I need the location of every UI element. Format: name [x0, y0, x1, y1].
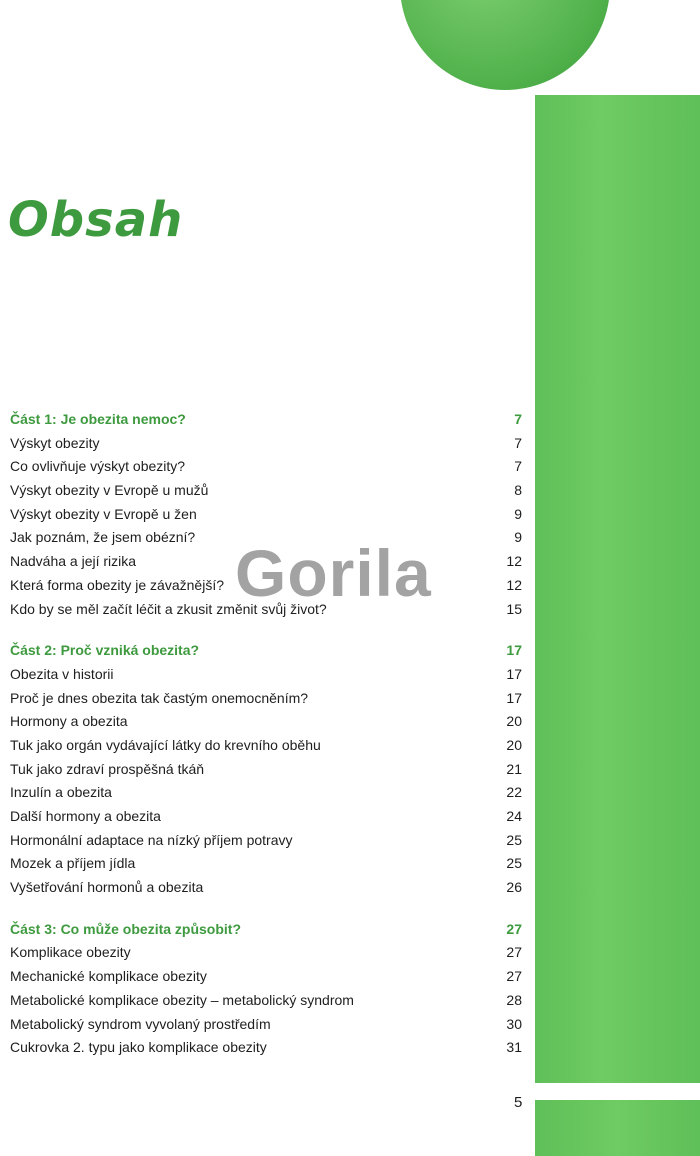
- toc-entry-label: Jak poznám, že jsem obézní?: [10, 529, 196, 546]
- decorative-green-band-bottom: [535, 1100, 700, 1156]
- watermark: Gorila: [235, 536, 432, 610]
- toc-entry-label: Metabolický syndrom vyvolaný prostředím: [10, 1015, 271, 1032]
- toc-entry[interactable]: [10, 852, 522, 876]
- toc-entry[interactable]: [10, 781, 522, 805]
- toc-entry-label: Výskyt obezity: [10, 434, 100, 451]
- toc-entry[interactable]: [10, 710, 522, 734]
- toc-entry[interactable]: [10, 805, 522, 829]
- toc-entry-label: Obezita v historii: [10, 665, 114, 682]
- toc-entry[interactable]: [10, 687, 522, 711]
- toc-entry-page: 21: [506, 760, 522, 777]
- toc-part-label: Část 2: Proč vzniká obezita?: [10, 642, 200, 659]
- toc-entry-label: Další hormony a obezita: [10, 808, 161, 824]
- page-number: 5: [514, 1094, 523, 1111]
- toc-entry-page: 17: [506, 665, 522, 682]
- toc-entry-page: 12: [506, 553, 522, 570]
- table-of-contents: [10, 408, 522, 1078]
- toc-entry[interactable]: [10, 1036, 522, 1060]
- toc-entry[interactable]: [10, 965, 522, 989]
- toc-entry-label: Proč je dnes obezita tak častým onemocněním?: [10, 689, 309, 706]
- toc-entry-page: 24: [506, 808, 522, 824]
- toc-entry-page: 20: [506, 736, 522, 753]
- toc-entry[interactable]: [10, 503, 522, 527]
- toc-entry-page: 30: [506, 1015, 522, 1032]
- toc-entry[interactable]: [10, 941, 522, 965]
- toc-entry-label: Kdo by se měl začít léčit a zkusit změnit svůj život?: [10, 600, 327, 617]
- toc-entry-page: 12: [506, 576, 522, 593]
- toc-section-2: [10, 639, 522, 900]
- toc-part-page: 17: [506, 642, 522, 659]
- toc-entry-label: Tuk jako zdraví prospěšná tkáň: [10, 760, 205, 777]
- toc-entry-label: Výskyt obezity v Evropě u žen: [10, 505, 197, 522]
- toc-entry[interactable]: [10, 479, 522, 503]
- toc-entry-page: 9: [514, 505, 522, 522]
- toc-entry-label: Hormonální adaptace na nízký příjem potravy: [10, 831, 293, 848]
- toc-entry[interactable]: [10, 663, 522, 687]
- toc-entry[interactable]: [10, 455, 522, 479]
- toc-entry-page: 22: [506, 784, 522, 801]
- toc-entry-label: Metabolické komplikace obezity – metabolický syndrom: [10, 991, 354, 1008]
- toc-entry-page: 31: [506, 1039, 522, 1056]
- toc-entry[interactable]: [10, 1013, 522, 1037]
- toc-entry-page: 17: [506, 689, 522, 706]
- toc-entry-page: 9: [514, 529, 522, 546]
- toc-part-page: 7: [514, 411, 522, 427]
- toc-entry-page: 20: [506, 713, 522, 730]
- toc-entry-page: 27: [506, 944, 522, 961]
- toc-section-3: [10, 918, 522, 1060]
- toc-entry-label: Mozek a příjem jídla: [10, 855, 136, 872]
- toc-part-page: 27: [506, 920, 522, 937]
- toc-entry-label: Komplikace obezity: [10, 944, 131, 961]
- decorative-green-band: [535, 95, 700, 1095]
- toc-entry-label: Co ovlivňuje výskyt obezity?: [10, 458, 186, 475]
- toc-entry-page: 7: [514, 458, 522, 475]
- toc-entry[interactable]: [10, 734, 522, 758]
- toc-entry-page: 25: [506, 831, 522, 848]
- toc-part-heading[interactable]: [10, 918, 522, 942]
- toc-entry[interactable]: [10, 989, 522, 1013]
- toc-entry[interactable]: [10, 876, 522, 900]
- decorative-green-circle: [400, 0, 610, 90]
- toc-entry-label: Která forma obezity je závažnější?: [10, 576, 224, 593]
- toc-entry-page: 27: [506, 968, 522, 985]
- toc-part-heading[interactable]: [10, 639, 522, 663]
- decorative-white-rule: [520, 1083, 700, 1095]
- toc-part-label: Část 3: Co může obezita způsobit?: [10, 920, 242, 937]
- toc-entry-label: Vyšetřování hormonů a obezita: [10, 879, 204, 896]
- page-title: Obsah: [8, 192, 184, 248]
- toc-entry-page: 25: [506, 855, 522, 872]
- toc-entry-label: Cukrovka 2. typu jako komplikace obezity: [10, 1039, 267, 1056]
- toc-entry[interactable]: [10, 432, 522, 456]
- toc-entry-label: Nadváha a její rizika: [10, 553, 137, 570]
- toc-entry-label: Hormony a obezita: [10, 713, 128, 730]
- toc-entry-page: 15: [506, 600, 522, 617]
- toc-entry-page: 7: [514, 434, 522, 451]
- toc-entry[interactable]: [10, 829, 522, 853]
- toc-entry-page: 28: [506, 991, 522, 1008]
- toc-entry-label: Inzulín a obezita: [10, 784, 112, 801]
- toc-entry-page: 26: [506, 879, 522, 896]
- toc-part-heading[interactable]: [10, 408, 522, 432]
- toc-entry[interactable]: [10, 758, 522, 782]
- toc-entry-label: Výskyt obezity v Evropě u mužů: [10, 482, 209, 499]
- toc-entry-label: Tuk jako orgán vydávající látky do krevního oběhu: [10, 736, 321, 753]
- toc-entry-page: 8: [514, 482, 522, 499]
- toc-entry-label: Mechanické komplikace obezity: [10, 968, 207, 985]
- toc-part-label: Část 1: Je obezita nemoc?: [10, 411, 186, 427]
